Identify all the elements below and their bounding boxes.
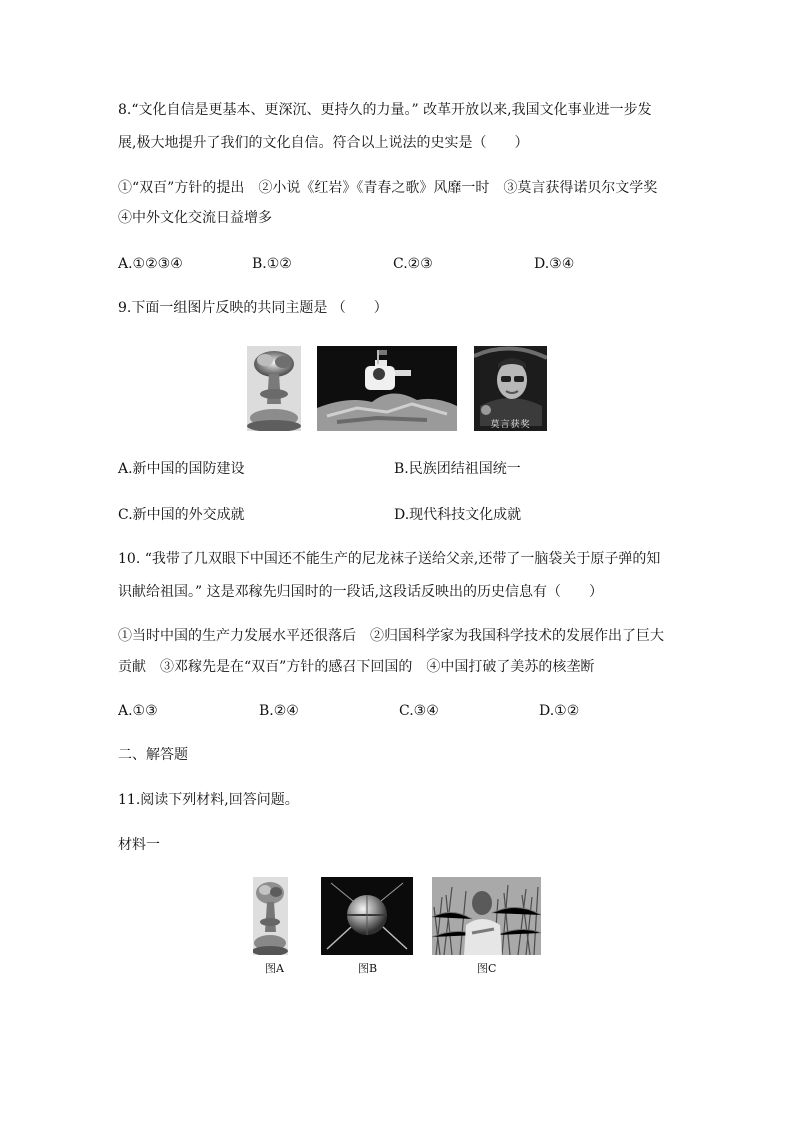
q9-image-caption-label: 莫言获奖: [490, 420, 531, 430]
q11-figure-b-caption: 图B: [358, 962, 378, 975]
q9-option-d: D.现代科技文化成就: [394, 507, 522, 523]
q11-stem: 11.阅读下列材料,回答问题。: [118, 792, 299, 808]
q9-option-b: B.民族团结祖国统一: [394, 461, 521, 477]
q11-figure-c-image: [432, 877, 541, 955]
q8-items-line2: ④中外文化交流日益增多: [118, 210, 272, 226]
q8-stem-line1: 8.“文化自信是更基本、更深沉、更持久的力量。” 改革开放以来,我国文化事业进一步发: [118, 102, 652, 118]
q8-option-d: D.③④: [534, 256, 575, 272]
q10-items-line1: ①当时中国的生产力发展水平还很落后 ②归国科学家为我国科学技术的发展作出了巨大: [118, 628, 664, 644]
q8-stem-line2: 展,极大地提升了我们的文化自信。符合以上说法的史实是（ ）: [118, 135, 529, 151]
q10-option-b: B.②④: [259, 703, 299, 719]
q11-figure-c-caption: 图C: [477, 962, 497, 975]
q11-figure-a-caption: 图A: [265, 962, 284, 975]
q10-items-line2: 贡献 ③邓稼先是在“双百”方针的感召下回国的 ④中国打破了美苏的核垄断: [118, 659, 595, 675]
q9-option-c: C.新中国的外交成就: [118, 507, 245, 523]
q8-option-b: B.①②: [252, 256, 292, 272]
q9-option-a: A.新中国的国防建设: [118, 461, 245, 477]
q10-option-c: C.③④: [399, 703, 439, 719]
q11-figure-b-image: [321, 877, 413, 955]
q10-stem-line2: 识献给祖国。” 这是邓稼先归国时的一段话,这段话反映出的历史信息有（ ）: [118, 584, 604, 600]
q11-material-label: 材料一: [118, 837, 160, 853]
q8-option-a: A.①②③④: [118, 256, 183, 272]
q10-option-a: A.①③: [118, 703, 158, 719]
q9-mushroom-cloud-image: [247, 346, 301, 431]
section-title: 二、解答题: [118, 747, 188, 763]
q8-option-c: C.②③: [393, 256, 433, 272]
q10-stem-line1: 10. “我带了几双眼下中国还不能生产的尼龙袜子送给父亲,还带了一脑袋关于原子弹的知: [118, 551, 661, 567]
q9-stem: 9.下面一组图片反映的共同主题是 （ ）: [118, 300, 388, 316]
q9-spacewalk-image: [317, 346, 457, 431]
q10-option-d: D.①②: [539, 703, 580, 719]
q8-items-line1: ①“双百”方针的提出 ②小说《红岩》《青春之歌》风靡一时 ③莫言获得诺贝尔文学奖: [118, 180, 658, 196]
q11-figure-a-image: [253, 877, 288, 955]
q9-moyan-portrait-image: [474, 346, 547, 431]
